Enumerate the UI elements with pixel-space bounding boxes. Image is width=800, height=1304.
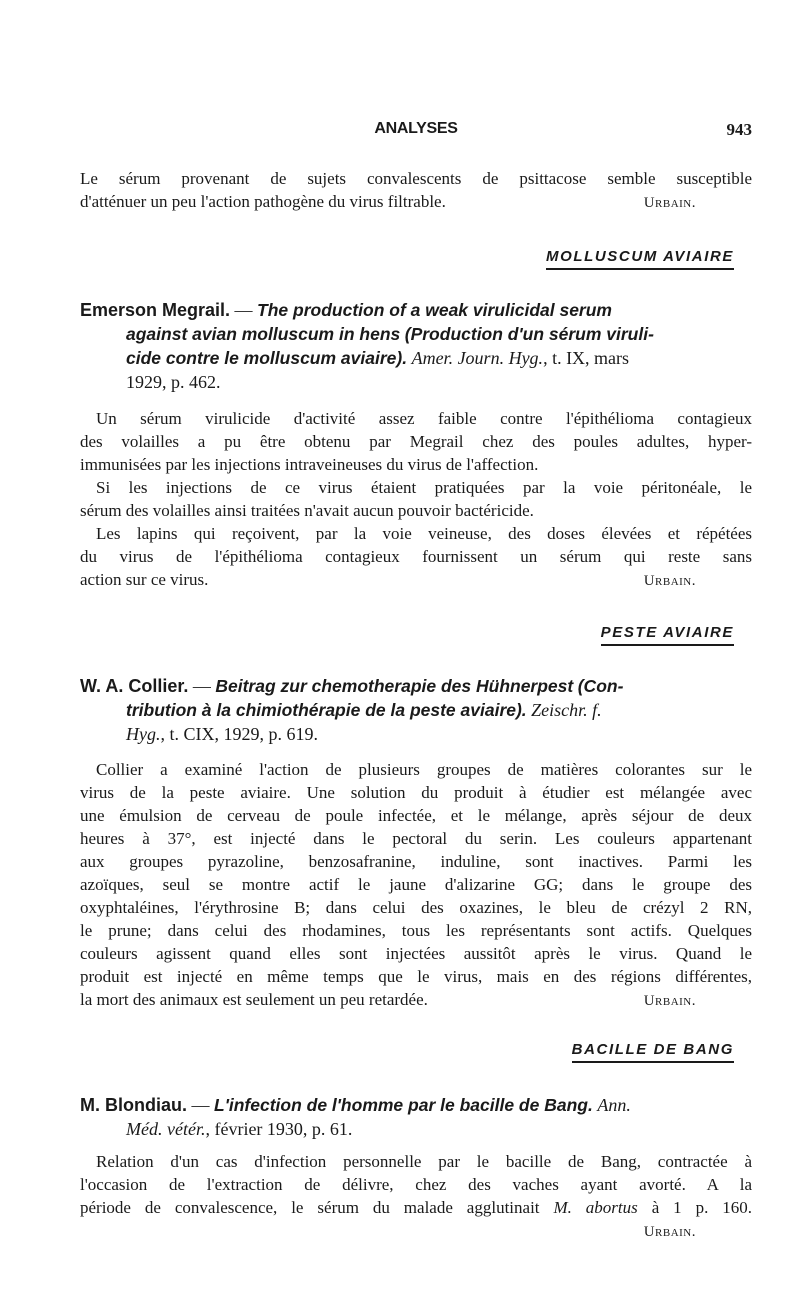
running-head [80,120,752,142]
entry-title: L'infection de l'homme par le bacille de Bang. [214,1095,593,1115]
text-line: immunisées par les injections intraveineuses du virus de l'affection. [80,455,539,474]
text-line: oxyphtaléines, l'érythrosine B; dans celui des oxazines, le bleu de crézyl 2 RN, [80,898,752,917]
entry-journal: Zeischr. f. [531,700,602,720]
text-line: virus de la peste aviaire. Une solution du produit à étudier est mélangée avec [80,783,752,802]
text-line: Les lapins qui reçoivent, par la voie veineuse, des doses élevées et répétées [96,524,752,543]
text-line: aux groupes pyrazoline, benzosafranine, induline, sont inactives. Parmi les [80,852,752,871]
text-line: période de convalescence, le sérum du malade agglutinait M. abortus à 1 p. 160. [80,1198,753,1217]
text-line: du virus de l'épithélioma contagieux fournissent un sérum qui reste sans [80,547,752,566]
text-line: des volailles a pu être obtenu par Megrail chez des poules adultes, hyper- [80,432,752,451]
entry-author: W. A. Collier. [80,676,189,696]
running-head-title: ANALYSES [374,120,458,137]
text-line: azoïques, seul se montre actif le jaune d'alizarine GG; dans le groupe des [80,875,752,894]
text-line: produit est injecté en même temps que le virus, mais en des régions différentes, [80,967,752,986]
text-line: sérum des volailles ainsi traitées n'avait aucun pouvoir bactéricide. [80,501,534,520]
text-line: Si les injections de ce virus étaient pratiquées par la voie péritonéale, le [96,478,752,497]
text-line: Un sérum virulicide d'activité assez faible contre l'épithélioma contagieux [96,409,752,428]
entry-journal: Amer. Journ. Hyg. [411,348,544,368]
entry-title: Beitrag zur chemotherapie des Hühnerpest [215,676,574,696]
text-line: le prune; dans celui des rhodamines, tous les représentants sont actifs. Quelques [80,921,752,940]
signature: Urbain. [643,573,696,589]
signature: Urbain. [643,993,696,1009]
section-heading-bacille: BACILLE DE BANG [572,1041,734,1063]
text-line: action sur ce virus. Urbain. [80,570,696,589]
entry-citation-megrail: Emerson Megrail. — The production of a weak virulicidal serum against avian molluscum in hens (Production d'un sérum viruli- cide contre le molluscum aviaire). Amer. Journ. Hyg., t. IX, mars 1929, p. 462. [80,300,654,392]
text-line: l'occasion de l'extraction de délivre, chez des vaches ayant avorté. A la [80,1175,752,1194]
page-number: 943 [726,120,752,139]
entry-author: Emerson Megrail. [80,300,231,320]
entry-body-megrail [80,407,752,593]
text-line: Relation d'un cas d'infection personnelle par le bacille de Bang, contractée à [96,1152,752,1171]
text-line: couleurs agissent quand elles sont injectées aussitôt après le virus. Quand le [80,944,752,963]
entry-citation-collier: W. A. Collier. — Beitrag zur chemotherapie des Hühnerpest (Con- tribution à la chimiothérapie de la peste aviaire). Zeischr. f. Hyg., t. CIX, 1929, p. 619. [80,676,624,744]
entry-body-blondiau [80,1150,752,1244]
entry-author: M. Blondiau. [80,1095,187,1115]
text-line: la mort des animaux est seulement un peu retardée. Urbain. [80,990,696,1009]
section-heading-peste: PESTE AVIAIRE [601,624,734,646]
entry-body-collier [80,758,752,1013]
signature: Urbain. [643,195,696,211]
text-line: une émulsion de cerveau de poule infectée, et le mélange, après séjour de deux [80,806,752,825]
entry-title: The production of a weak virulicidal serum [257,300,612,320]
signature: Urbain. [643,1224,696,1240]
entry-journal: Ann. [597,1095,631,1115]
intro-paragraph [80,167,752,215]
text-line: Le sérum provenant de sujets convalescents de psittacose semble susceptible [80,169,752,188]
text-line [80,1219,752,1244]
text-line: heures à 37°, est injecté dans le pectoral du serin. Les couleurs appartenant [80,829,752,848]
text-line: d'atténuer un peu l'action pathogène du virus filtrable. Urbain. [80,192,696,211]
entry-citation-blondiau: M. Blondiau. — L'infection de l'homme par le bacille de Bang. Ann. Méd. vétér., février 1930, p. 61. [80,1095,631,1139]
section-heading-molluscum: MOLLUSCUM AVIAIRE [546,248,734,270]
text-line: Collier a examiné l'action de plusieurs groupes de matières colorantes sur le [96,760,752,779]
